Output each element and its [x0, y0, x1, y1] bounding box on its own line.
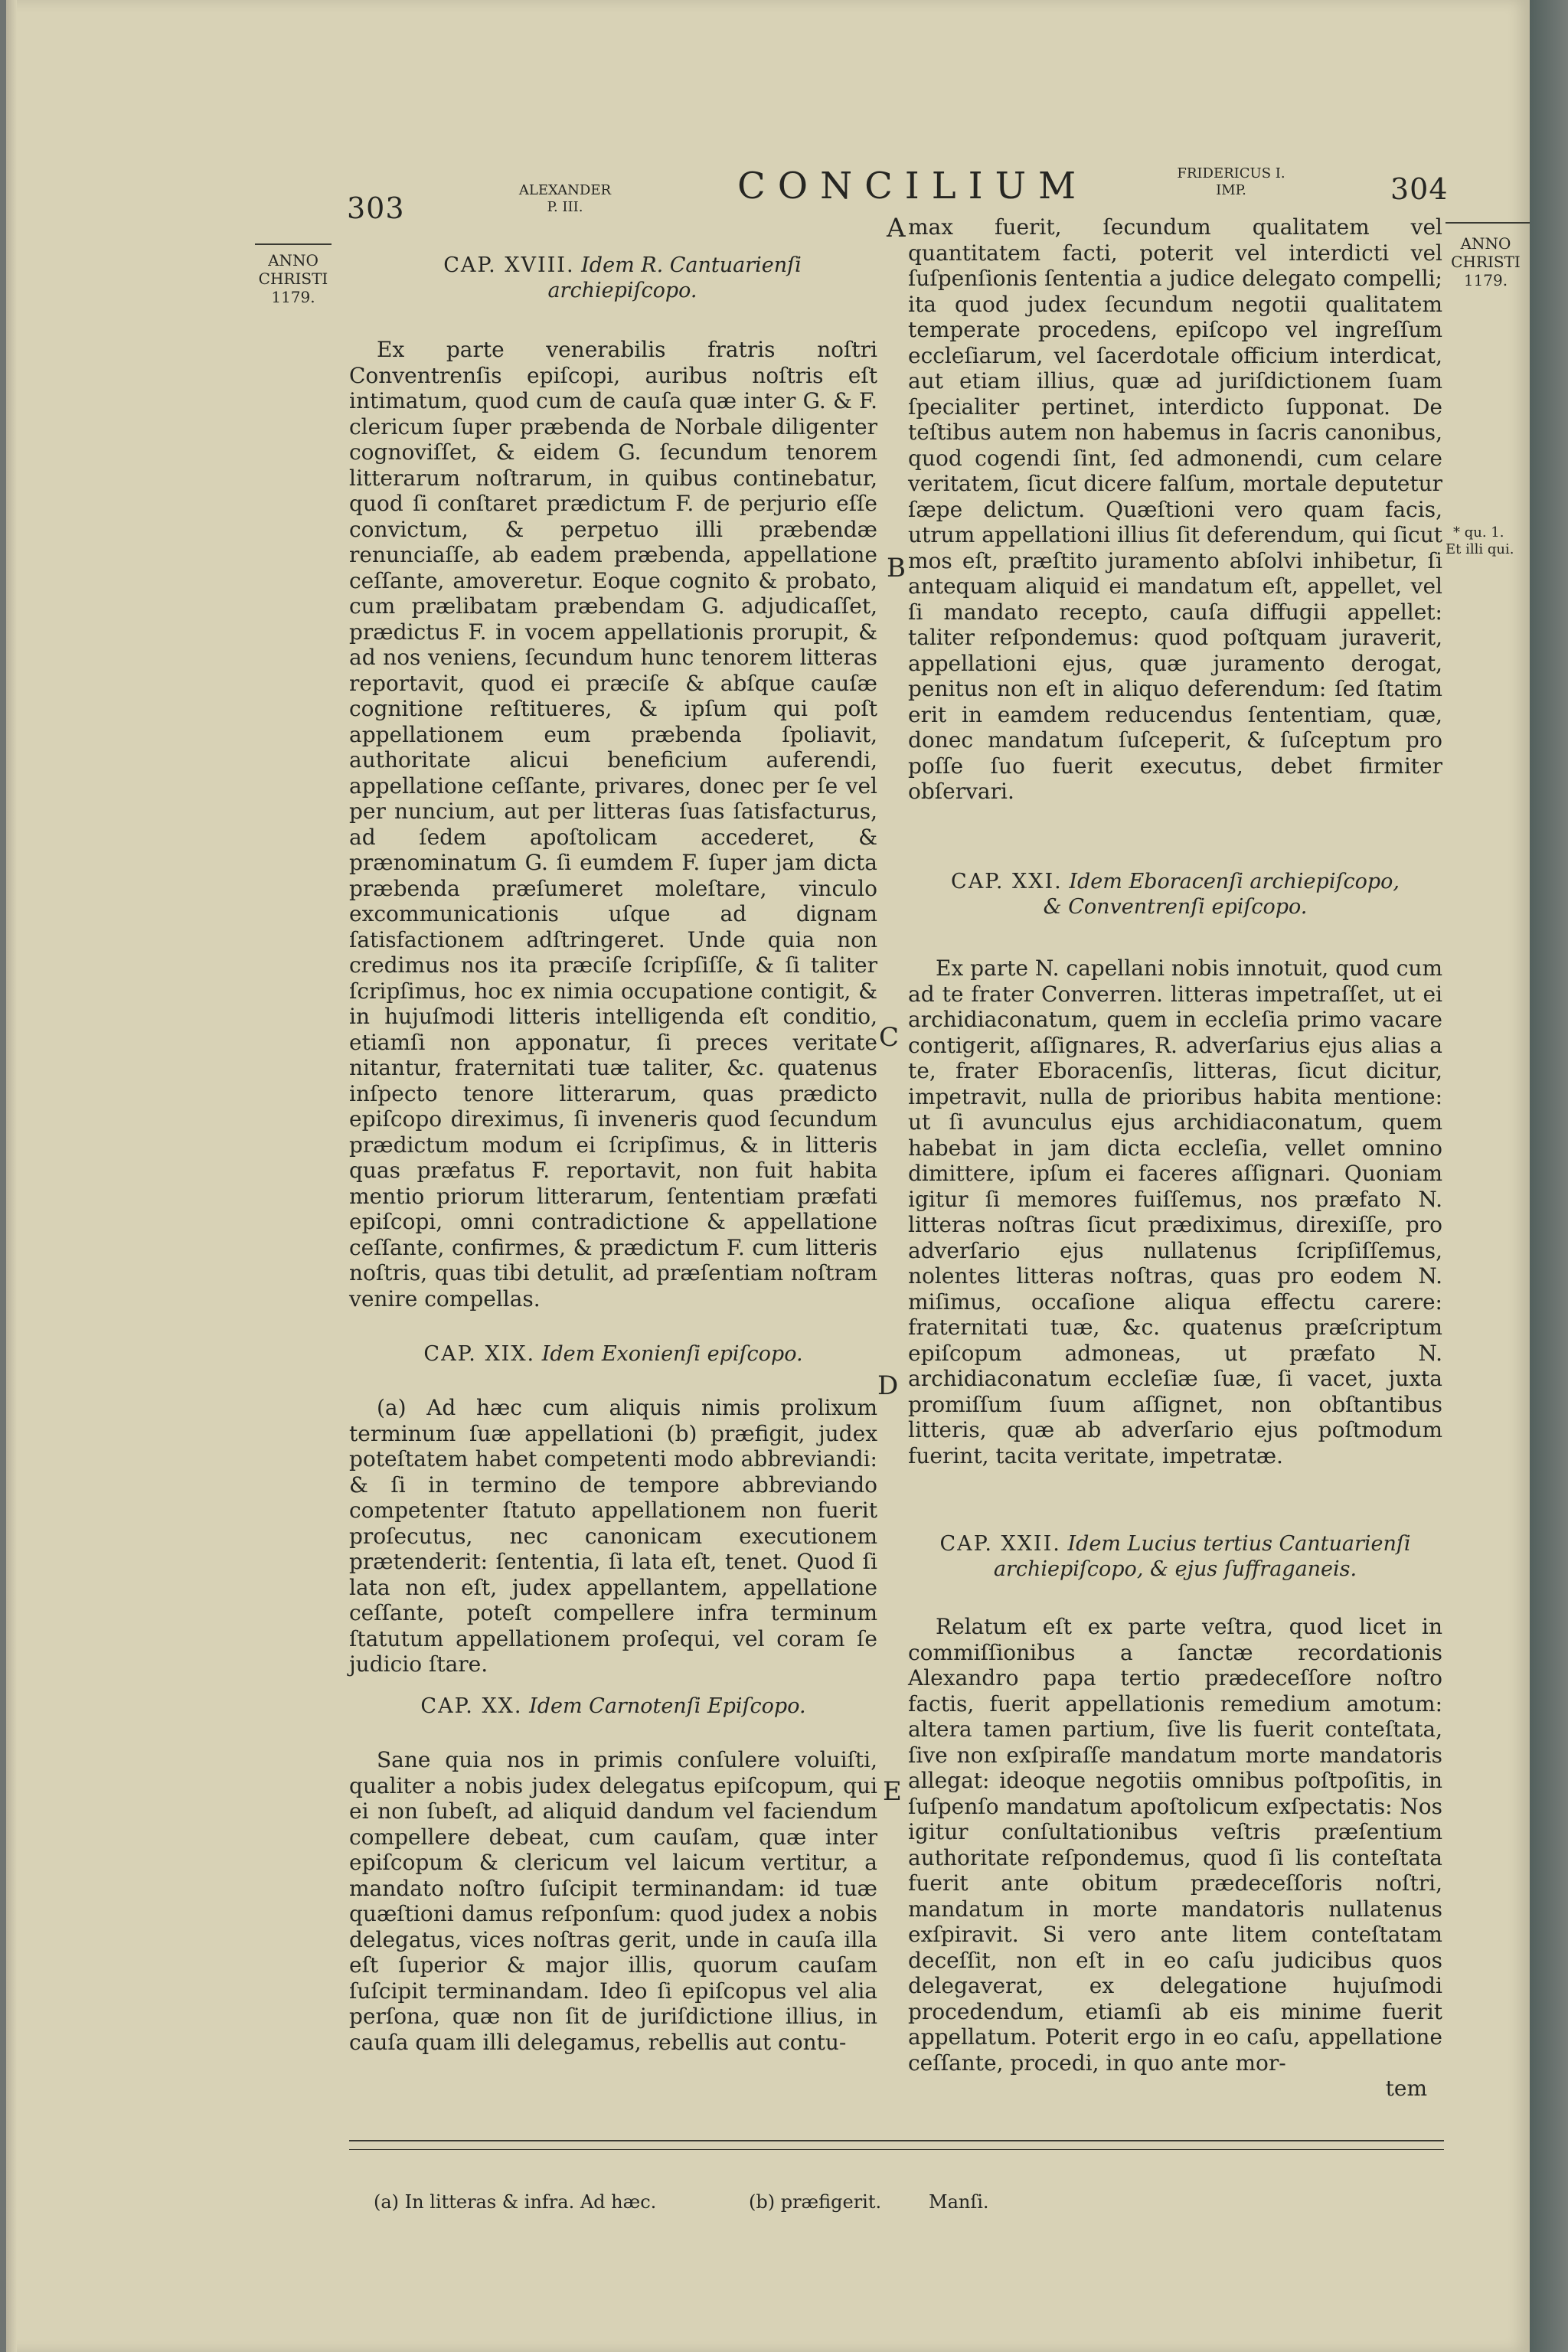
page-gutter [6, 0, 17, 2352]
chapter-22-title-2: archiepiſcopo, & ejus ſuffraganeis. [993, 1557, 1357, 1581]
page-number-right: 304 [1390, 172, 1449, 206]
christi-label: CHRISTI [1451, 253, 1521, 271]
chapter-22-body [908, 1614, 1442, 2104]
chapter-19-title: Idem Exonienſi epiſcopo. [541, 1342, 803, 1366]
chapter-21-body [908, 956, 1442, 1514]
next-page-edge [1530, 0, 1568, 2352]
chapter-20-text: Sane quia nos in primis conſulere voluiſti, qualiter a nobis judex delegatus epiſcopum, qui ei non ſubeſt, ad aliquid dandum vel faciendum compellere debeat, cum cauſam, quæ inter epiſcopum & clericum vel laicum vertitur, a mandato noſtro ſuſcipit terminandam: id tuæ quæſtioni damus reſponſum: quod judex a nobis delegatus, vices noſtras gerit, unde in cauſa illa eſt ſuperior & major illis, quorum cauſam ſuſcipit terminandam. Ideo ſi epiſcopus vel alia perſona, quæ non ſit de juriſdictione illius, in cauſa quam illi delegamus, rebellis aut contu- [349, 1747, 877, 2055]
chapter-20-continuation [908, 214, 1442, 838]
header-emperor [1155, 165, 1308, 199]
chapter-18-cap: CAP. XVIII. [443, 253, 575, 277]
anno-label: ANNO [1460, 234, 1511, 253]
header-title: CONCILIUM [737, 165, 1089, 207]
header-pope-name: ALEXANDER [518, 182, 612, 198]
chapter-22-title-1: Idem Lucius tertius Cantuarienſi [1067, 1532, 1411, 1556]
header-pope-number: P. III. [547, 199, 583, 215]
footnote-source: Manſi. [929, 2191, 989, 2213]
chapter-21-heading [908, 869, 1442, 920]
anno-year: 1179. [1463, 271, 1508, 289]
header-pope [504, 182, 626, 216]
chapter-19-text: (a) Ad hæc cum aliquis nimis prolixum terminum ſuæ appellationi (b) præfigit, judex poteſtatem habet competenti modo abbreviandi: & ſi in termino de tempore abbreviando competenter ſtatuto appellationem non fuerit proſecutus, nec canonicam executionem prætenderit: ſententia, ſi lata eſt, tenet. Quod ſi lata non eſt, judex appellantem, appellatione ceſſante, poteſt compellere infra terminum ſtatutum appellationem proſequi, vel coram ſe judicio ſtare. [349, 1395, 877, 1677]
christi-label: CHRISTI [258, 270, 328, 288]
chapter-19-heading [349, 1341, 877, 1367]
footnote-b: (b) præfigerit. [749, 2191, 882, 2213]
chapter-20-cap: CAP. XX. [420, 1694, 523, 1718]
chapter-20-title: Idem Carnotenſi Epiſcopo. [529, 1694, 806, 1718]
chapter-22-text: Relatum eſt ex parte veſtra, quod licet in commiſſionibus a ſanctæ recordationis Alexandro papa tertio prædeceſſore noſtro factis, fuerit appellationis remedium amotum: altera tamen partium, ſive lis fuerit conteſtata, ſive non exſpiraſſe mandatum morte mandatoris allegat: ideoque negotiis omnibus poſtpoſitis, in ſuſpenſo mandatum apoſtolicum exſpectatis: Nos igitur conſultationibus veſtris præſentium authoritate reſpondemus, quod ſi lis conteſtata fuerit ante obitum prædeceſſoris noſtri, mandatum in morte mandatoris nullatenus exſpiravit. Si vero ante litem conteſtatam deceſſit, non eſt in eo caſu judicibus quos delegaverat, ex delegatione hujuſmodi procedendum, etiamſi ab eis minime fuerit appellatum. Poterit ergo in eo caſu, appellatione ceſſante, procedi, in quo ante mor- [908, 1614, 1442, 2076]
margin-note-line-1: * qu. 1. [1453, 524, 1504, 541]
section-marker-b: B [887, 553, 906, 583]
page-number-left: 303 [347, 191, 405, 225]
chapter-21-cap: CAP. XXI. [951, 870, 1063, 893]
chapter-20-heading [349, 1694, 877, 1719]
header-emperor-name: FRIDERICUS I. [1177, 165, 1285, 181]
anno-christi-left [251, 251, 335, 306]
section-marker-a: A [887, 213, 906, 243]
margin-note [1446, 524, 1530, 558]
chapter-19-body [349, 1395, 877, 1694]
chapter-18-heading [358, 253, 887, 303]
chapter-21-title-1: Idem Eboracenſi archiepiſcopo, [1069, 870, 1400, 893]
chapter-22-cap: CAP. XXII. [939, 1532, 1061, 1556]
section-marker-c: C [879, 1022, 900, 1053]
chapter-22-heading [908, 1531, 1442, 1582]
chapter-19-cap: CAP. XIX. [423, 1342, 536, 1366]
section-marker-d: D [877, 1370, 899, 1401]
anno-christi-right [1446, 234, 1526, 289]
catchword: tem [1385, 2076, 1427, 2101]
chapter-18-title-1: Idem R. Cantuarienſi [581, 253, 802, 277]
section-marker-e: E [883, 1776, 902, 1807]
anno-year: 1179. [271, 288, 315, 306]
chapter-20-cont-text: max fuerit, ſecundum qualitatem vel quantitatem facti, poterit vel interdicti vel ſuſpenſionis ſententia a judice delegato compelli; ita quod judex ſecundum negotii qualitatem temperate procedens, epiſcopo vel ingreſſum eccleſiarum, vel ſacerdotale officium interdicat, aut etiam illius, quæ ad juriſdictionem ſuam ſpecialiter pertinet, interdicto ſupponat. De teſtibus autem non habemus in ſacris canonibus, quod cogendi ſint, ſed admonendi, cum celare veritatem, ſicut dicere falſum, mortale deputetur ſæpe delictum. Quæſtioni vero quam facis, utrum appellationi illius ſit deferendum, qui ſicut mos eſt, præſtito juramento abſolvi inhibetur, ſi antequam aliquid ei mandatum eſt, appellet, vel ſi mandato recepto, cauſa diffugii appellet: taliter reſpondemus: quod poſtquam juraverit, appellationi ejus, quæ juramento derogat, penitus non eſt in aliquo deferendum: ſed ſtatim erit in eamdem reducendus ſententiam, quæ, donec mandatum ſuſceperit, & ſuſceptum pro poſſe ſuo fuerit executus, debet firmiter obſervari. [908, 214, 1442, 804]
margin-note-line-2: Et illi qui. [1446, 541, 1514, 557]
footnote-rule-top [349, 2140, 1444, 2141]
anno-rule-right [1446, 222, 1530, 224]
chapter-21-title-2: & Conventrenſi epiſcopo. [1043, 895, 1308, 919]
footnote-rule-bottom [349, 2149, 1444, 2150]
book-page [6, 0, 1530, 2352]
chapter-18-title-2: archiepiſcopo. [547, 279, 697, 302]
anno-label: ANNO [268, 251, 318, 270]
chapter-18-text: Ex parte venerabilis fratris noſtri Conventrenſis epiſcopi, auribus noſtris eſt intimatum, quod cum de cauſa quæ inter G. & F. clericum ſuper præbenda de Norbale diligenter cognoviſſet, & eidem G. ſecundum tenorem litterarum noſtrarum, in quibus continebatur, quod ſi conſtaret prædictum F. de perjurio eſſe convictum, & perpetuo illi præbendæ renunciaſſe, ab eadem præbenda, appellatione ceſſante, amoveretur. Eoque cognito & probato, cum prælibatam præbendam G. adjudicaſſet, prædictus F. in vocem appellationis prorupit, & ad nos veniens, ſecundum hunc tenorem litteras reportavit, quod ei præciſe & abſque cauſæ cognitione reſtitueres, & ipſum qui poſt appellationem eum præbenda ſpoliavit, authoritate alicui beneficium auferendi, appellatione ceſſante, privares, donec per ſe vel per nuncium, aut per litteras ſuas ſatisfacturus, ad ſedem apoſtolicam accederet, & prænominatum G. ſi eumdem F. ſuper jam dicta præbenda præſumeret moleſtare, vinculo excommunicationis uſque ad dignam ſatisfactionem adſtringeret. Unde quia non credimus nos ita præciſe ſcripſiſſe, & ſi taliter ſcripſimus, hoc ex nimia occupatione contigit, & in hujuſmodi litteris intelligenda eſt conditio, etiamſi non apponatur, ſi preces veritate nitantur, fraternitati tuæ taliter, &c. quatenus inſpecto tenore litterarum, quas prædicto epiſcopo direximus, ſi inveneris quod ſecundum prædictum modum ei ſcripſimus, & in litteris quas præfatus F. reportavit, non fuit habita mentio priorum litterarum, ſententiam præfati epiſcopi, omni contradictione & appellatione ceſſante, confirmes, & prædictum F. cum litteris noſtris, quas tibi detulit, ad præſentiam noſtram venire compellas. [349, 337, 877, 1312]
anno-rule-left [255, 243, 332, 245]
header-emperor-title: IMP. [1216, 182, 1246, 198]
footnote-a: (a) In litteras & infra. Ad hæc. [374, 2191, 657, 2213]
chapter-20-body [349, 1747, 877, 2099]
chapter-18-body [349, 337, 877, 1321]
chapter-21-text: Ex parte N. capellani nobis innotuit, quod cum ad te frater Converren. litteras impetraſſet, ut ei archidiaconatum, quem in eccleſia primo vacare contigerit, aſſignares, R. adverſarius ejus alias a te, frater Eboracenſis, litteras, ſicut dicitur, impetravit, nulla de prioribus habita mentione: ut ſi avunculus ejus archidiaconatum, quem habebat in jam dicta eccleſia, vellet omnino dimittere, ipſum ei faceres aſſignari. Quoniam igitur ſi memores fuiſſemus, nos præfato N. litteras noſtras ſicut prædiximus, direxiſſe, pro adverſario ejus nullatenus ſcripſiſſemus, nolentes litteras noſtras, quas pro eodem N. miſimus, occaſione aliqua effectu carere: fraternitati tuæ, &c. quatenus præſcriptum epiſcopum admoneas, ut præfato N. archidiaconatum eccleſiæ ſuæ, ſi vacet, juxta promiſſum ſuum aſſignet, non obſtantibus litteris, quæ ab adverſario ejus poſtmodum fuerint, tacita veritate, impetratæ. [908, 956, 1442, 1468]
